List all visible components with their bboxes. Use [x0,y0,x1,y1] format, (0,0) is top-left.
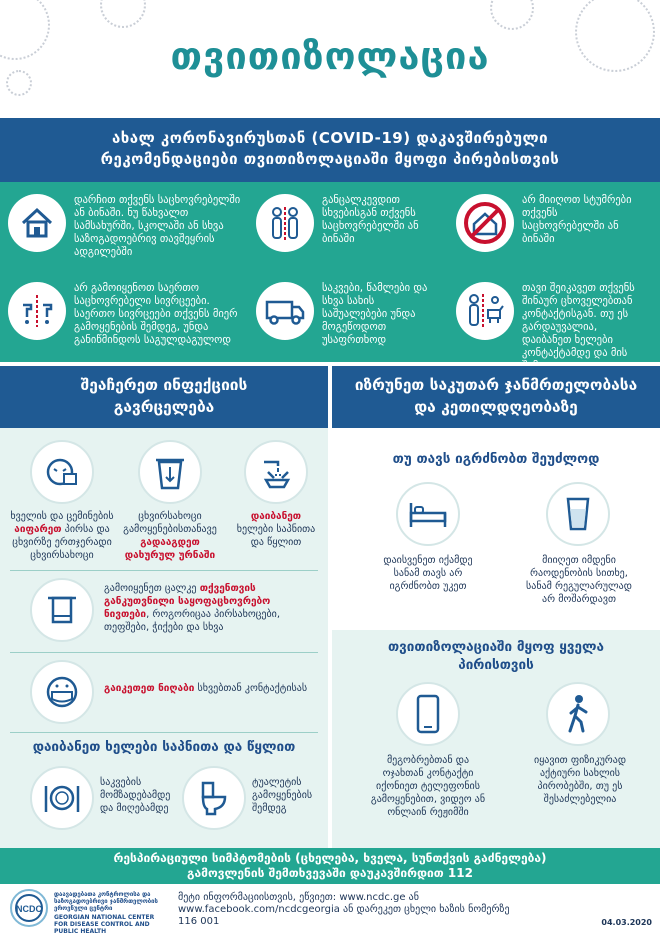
rest-text: დაისვენეთ იქამდე სანამ თავს არ იგრძნობთ უკეთ [383,555,473,592]
divider [10,732,318,733]
all-in-isolation-title: თვითიზოლაციაში მყოფ ყველა პირისთვის [387,639,604,673]
page-title: თვითიზოლაცია [170,34,490,78]
pets-icon [456,282,514,340]
plate-cutlery-icon [30,766,94,830]
tissue-dispose-text: ცხვირსახოცი გამოყენებისთანავე გადააგდეთ დახურულ ურნაში [123,511,217,561]
left-panel [0,428,328,848]
emergency-line-2: გამოვლენის შემთხვევაში დაუკავშირდით 112 [187,866,473,880]
after-toilet-text: ტუალეტის გამოყენების შემდეგ [252,777,313,814]
virus-decoration-icon [490,0,534,30]
smartphone-icon [396,682,460,746]
two-people-icon [256,194,314,252]
virus-decoration-icon [100,0,146,28]
right-section-title: იზრუნეთ საკუთარ ჯანმრთელობასა და კეთილდღეობაზე [332,366,660,428]
rule-stay-home [8,194,246,259]
org-name: დაავადებათა კონტროლისა და საზოგადოებრივი ჯანმრთელობის ეროვნული ცენტრი GEORGIAN NATIONAL CENTER FOR DISEASE CONTROL AND PUBLIC HEALTH [54,891,158,933]
rule-text: თავი შეიკავეთ თქვენს შინაურ ცხოველებთან კონტაქტისგან. თუ ეს გარდაუვალია, დაიბანეთ ხელები კონტაქტამდე და მის [522,282,635,359]
rule-text: არ მიიღოთ სტუმრები თქვენს საცხოვრებელში ან ბინაში [522,194,632,245]
right-panel [332,428,660,848]
water-glass-icon [546,482,610,546]
divider [10,652,318,653]
contact-info: მეტი ინფორმაციისთვის, ეწვიეთ: www.ncdc.ge ან www.facebook.com/ncdcgeorgia ან დარეკეთ ცხელი ხაზის ნომერზე 116 001 [178,892,510,927]
van-icon [256,282,314,340]
subtitle-banner [0,118,660,182]
house-icon [8,194,66,252]
ncdc-logo [8,888,50,928]
if-unwell-title: თუ თავს იგრძნობთ შეუძლოდ [392,451,600,467]
towel-icon [30,578,94,642]
banner-line-1: ახალ კორონავირუსთან (COVID-19) დაკავშირებული [111,129,549,147]
personal-items-text: გამოიყენეთ ცალკე თქვენთვის განკუთვნილი საყოფაცხოვრებო ნივთები, როგორიცაა პირსახოცები, თეფშები, ჭიქები და სხვა [104,583,281,633]
walking-person-icon [546,682,610,746]
header [0,0,660,118]
rule-text: დარჩით თქვენს საცხოვრებელში ან ბინაში. ნუ წახვალთ სამსახურში, სკოლაში ან სხვა საზოგადოებრივ თავშეყრის ადგილებში [74,194,241,258]
before-food-text: საკვების მომზადებამდე და მიღებამდე [100,777,171,814]
face-mask-icon [30,660,94,724]
cough-tissue-icon [30,440,94,504]
wash-hands-title: დაიბანეთ ხელები საპნითა და წყლით [32,739,296,755]
rule-text: არ გამოიყენოთ საერთო საცხოვრებელი სივრცეები. საერთო სივრცეები თქვენს მიერ გამოყენების შემდეგ, უნდა განიწმინდოს საგულდაგულოდ [74,282,238,346]
bed-icon [396,482,460,546]
home-rules-panel [0,182,660,362]
trash-can-icon [138,440,202,504]
left-section-title: შეაჩერეთ ინფექციის გავრცელება [0,366,328,428]
logo-text: NCDC [16,904,42,914]
rule-text: საკვები, წამლები და სხვა სახის საშუალებები უნდა მოგეწოდოთ უსაფრთხოდ [322,282,428,346]
rule-pets [456,282,654,373]
rule-deliveries [256,282,446,347]
hand-wash-text: დაიბანეთ ხელები საპნითა და წყლით [236,511,316,548]
banner-line-2: რეკომენდაციები თვითიზოლაციაში მყოფი პირებისთვის [100,150,560,168]
everyone-subpanel [332,630,660,848]
emergency-line-1: რესპირაციული სიმპტომების (ცხელება, ხველა, სუნთქვის გაძნელება) [113,851,547,865]
stay-in-touch-text: მეგობრებთან და ოჯახთან კონტაქტი იქონიეთ ტელეფონის გამოყენებით, ვიდეო ან ონლაინ რეჟიმში [370,755,486,818]
divider [10,570,318,571]
rule-separate [256,194,446,252]
rule-text: განცალკევდით სხვებისგან თქვენს საცხოვრებელში ან ბინაში [322,194,419,245]
mask-text: გაიკეთეთ ნიღაბი სხვებთან კონტაქტისას [104,683,308,694]
cough-cover-text: ხველის და ცემინების აიფარეთ პირსა და ცხვირზე ერთჯერადი ცხვირსახოცი [10,511,114,561]
rule-shared-spaces [8,282,246,347]
hand-wash-icon [244,440,308,504]
emergency-bar [0,848,660,884]
toilet-icon [182,766,246,830]
publish-date: 04.03.2020 [601,918,652,927]
stay-active-text: იყავით ფიზიკურად აქტიური სახლის პირობებში, თუ ეს შესაძლებელია [533,755,627,805]
footer [0,884,660,933]
separate-bathroom-icon [8,282,66,340]
fluids-text: მიიღეთ იმდენი რაოდენობის სითხე, სანამ რეგულარულად არ მოშარდავთ [526,555,632,605]
no-visitors-icon [456,194,514,252]
rule-no-visitors [456,194,654,252]
